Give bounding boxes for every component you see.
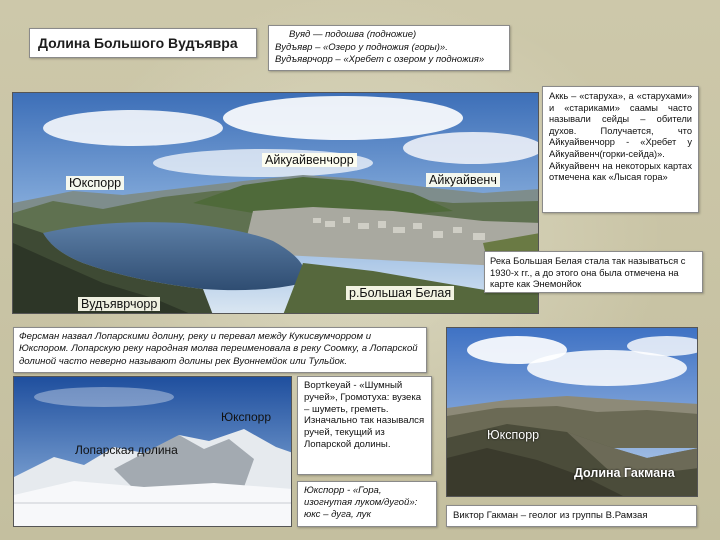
vortkeuay-note: Вортkeуай - «Шумный ручей», Громотуха: вузека – шуметь, греметь. Изначально так назывался ручей, текущий из Лопарской долины. [297, 376, 432, 475]
page-title [29, 28, 257, 58]
label-river: р.Большая Белая [346, 286, 454, 300]
river-note: Река Большая Белая стала так называться с 1930-х гг., а до этого она была отмечена на карте как Энемонйок [484, 251, 703, 293]
label-aikuayvenchorr: Айкуайвенчорр [262, 153, 357, 167]
page-title-text: Долина Большого Вудъявра [38, 35, 238, 51]
yukspor-note: Юкспорр - «Гора, изогнутая луком/дугой»: юкс – дуга, лук [297, 481, 437, 527]
gakman-note: Виктор Гакман – геолог из группы В.Рамзая [446, 505, 697, 527]
label-lopar-valley: Лопарская долина [75, 443, 178, 457]
etymology-line-3: Вудъяврчорр – «Хребет с озером у подножия» [275, 54, 485, 65]
label-yukspor-photo3: Юкспорр [487, 428, 540, 442]
etymology-line-2: Вудъявр – «Озеро у подножия (горы)». [275, 41, 448, 53]
etymology-line-1: Вуяд — подошва (подножие) [289, 29, 417, 40]
aikku-note: Аккь – «старуха», а «старухами» и «стариками» саамы часто называли сейды – обители духов. Получается, что Айкуайвенчорр - «Хребет у Айкуайвенч(горки-сейда)». Айкуайвенч на некоторых картах отмечена как «Лысая гора» [542, 86, 699, 213]
label-yukspor-photo2: Юкспорр [221, 410, 272, 424]
fersman-note: Ферсман назвал Лопарскими долину, реку и перевал между Кукисвумчорром и Юкспором. Лопарскую реку народная молва переименовала в реку Соомку, а Лопарской долиной часто неверно называют долины рек Вуоннемйок или Тульйок. [13, 327, 427, 373]
label-vudyavrchorr: Вудъяврчорр [78, 297, 160, 311]
label-gakman-valley: Долина Гакмана [574, 466, 675, 480]
panorama-photo [12, 92, 539, 314]
etymology-note [268, 25, 510, 71]
panorama-illustration [13, 93, 539, 314]
label-aikuayvench: Айкуайвенч [426, 173, 500, 187]
label-yukspor-main: Юкспорр [66, 176, 124, 190]
